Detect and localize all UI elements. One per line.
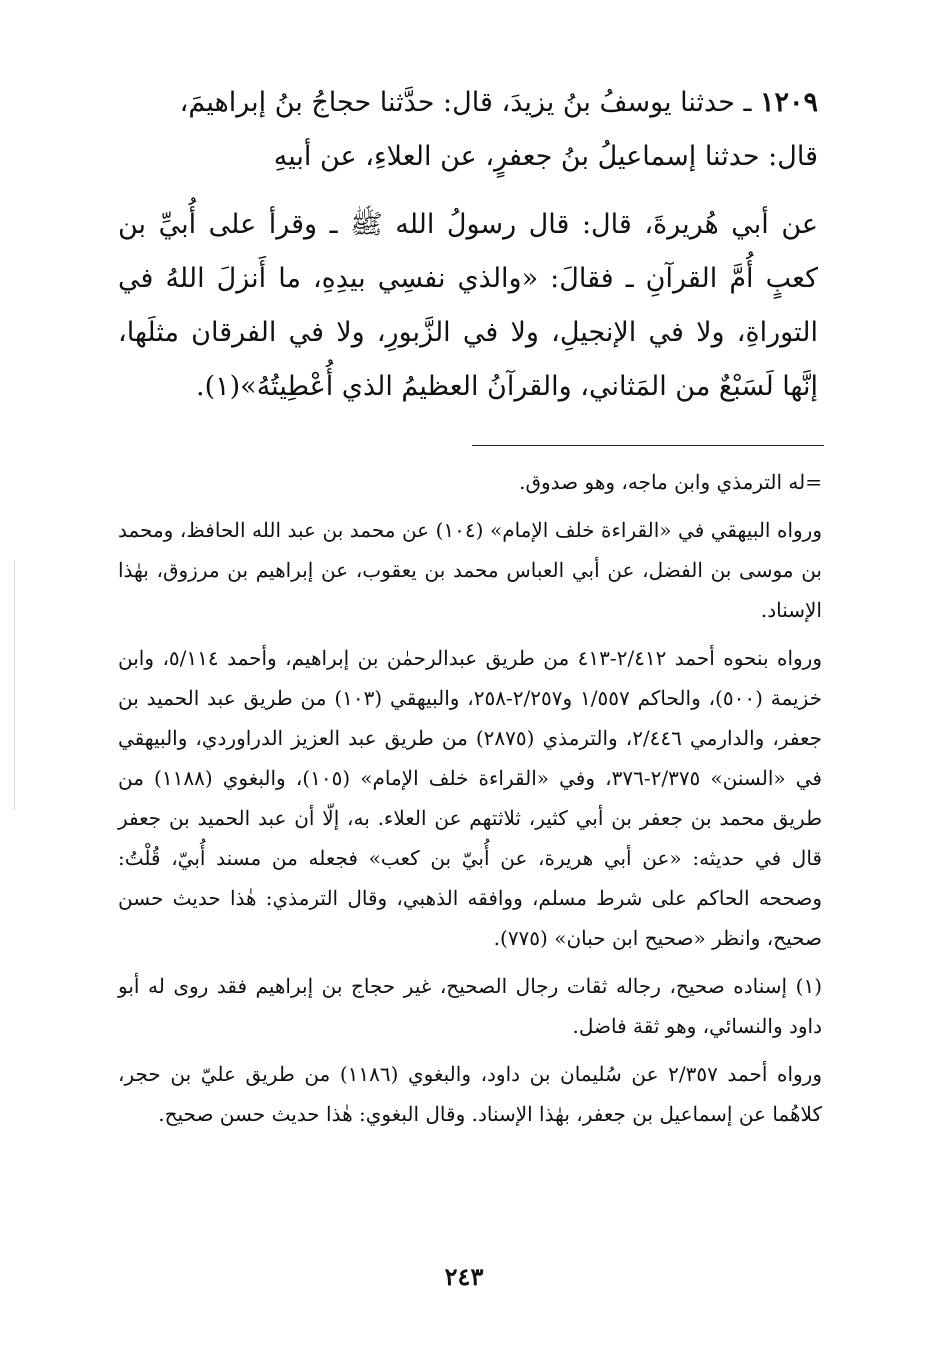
hadith-number: ١٢٠٩ (759, 87, 818, 118)
footnote-paragraph: ورواه أحمد ٢/٣٥٧ عن سُليمان بن داود، والبغوي (١١٨٦) من طريق عليّ بن حجر، كلاهُما عن إسماعيل بن جعفر، بهٰذا الإسناد. وقال البغوي: هٰذا حديث حسن صحيح. (118, 1062, 822, 1126)
footnote-continuation: =له الترمذي وابن ماجه، وهو صدوق. (519, 470, 822, 494)
page-number: ٢٤٣ (444, 1262, 484, 1291)
scan-margin-line (14, 560, 15, 810)
footnote-paragraph: ورواه بنحوه أحمد ٢/٤١٢-٤١٣ من طريق عبدالرحمٰن بن إبراهيم، وأحمد ٥/١١٤، وابن خزيمة (٥٠٠)، والحاكم ١/٥٥٧ و٢/٢٥٧-٢٥٨، والبيهقي (١٠٣) من طريق عبد الحميد بن جعفر، والدارمي ٢/٤٤٦، والترمذي (٢٨٧٥) من طريق عبد العزيز الدراوردي، والبيهقي في «السنن» ٢/٣٧٥-٣٧٦، وفي «القراءة خلف الإمام» (١٠٥)، والبغوي (١١٨٨) من طريق محمد بن جعفر بن أبي كثير، ثلاثتهم عن العلاء. به، إلّا أن عبد الحميد بن جعفر قال في حديثه: «عن أبي هريرة، عن أُبيّ بن كعب» فجعله من مسند أُبيّ، قُلْتُ: وصححه الحاكم على شرط مسلم، ووافقه الذهبي، وقال الترمذي: هٰذا حديث حسن صحيح، وانظر «صحيح ابن حبان» (٧٧٥). (118, 646, 823, 950)
footnote-1: (١) إسناده صحيح، رجاله ثقات رجال الصحيح، غير حجاج بن إبراهيم فقد روى له أبو داود والنسائي، وهو ثقة فاضل. (118, 974, 822, 1038)
isnad-line-1 (118, 76, 818, 130)
footnote-divider (472, 445, 824, 446)
footnote-paragraph: ورواه البيهقي في «القراءة خلف الإمام» (١٠٤) عن محمد بن عبد الله الحافظ، ومحمد بن موسى بن الفضل، عن أبي العباس محمد بن يعقوب، عن إبراهيم بن مرزوق، بهٰذا الإسناد. (118, 518, 822, 622)
footnotes (118, 462, 822, 1142)
hadith-isnad (118, 76, 818, 184)
isnad-text-1: ـ حدثنا يوسفُ بنُ يزيدَ، قال: حدَّثنا حجاجُ بنُ إبراهيمَ، (179, 87, 760, 118)
hadith-matn (118, 198, 818, 414)
matn-text: عن أبي هُريرةَ، قال: قال رسولُ الله ﷺ ـ وقرأ على أُبيِّ بن كعبٍ أُمَّ القرآنِ ـ فقالَ: «والذي نفسِي بيدِهِ، ما أَنزلَ اللهُ في التوراةِ، ولا في الإنجيلِ، ولا في الزَّبورِ، ولا في الفرقان مثلَها، إنَّها لَسَبْعٌ من المَثاني، والقرآنُ العظيمُ الذي أُعْطِيتُهُ»(١). (118, 209, 818, 402)
isnad-line-2: قال: حدثنا إسماعيلُ بنُ جعفرٍ، عن العلاءِ، عن أبيهِ (273, 141, 818, 172)
